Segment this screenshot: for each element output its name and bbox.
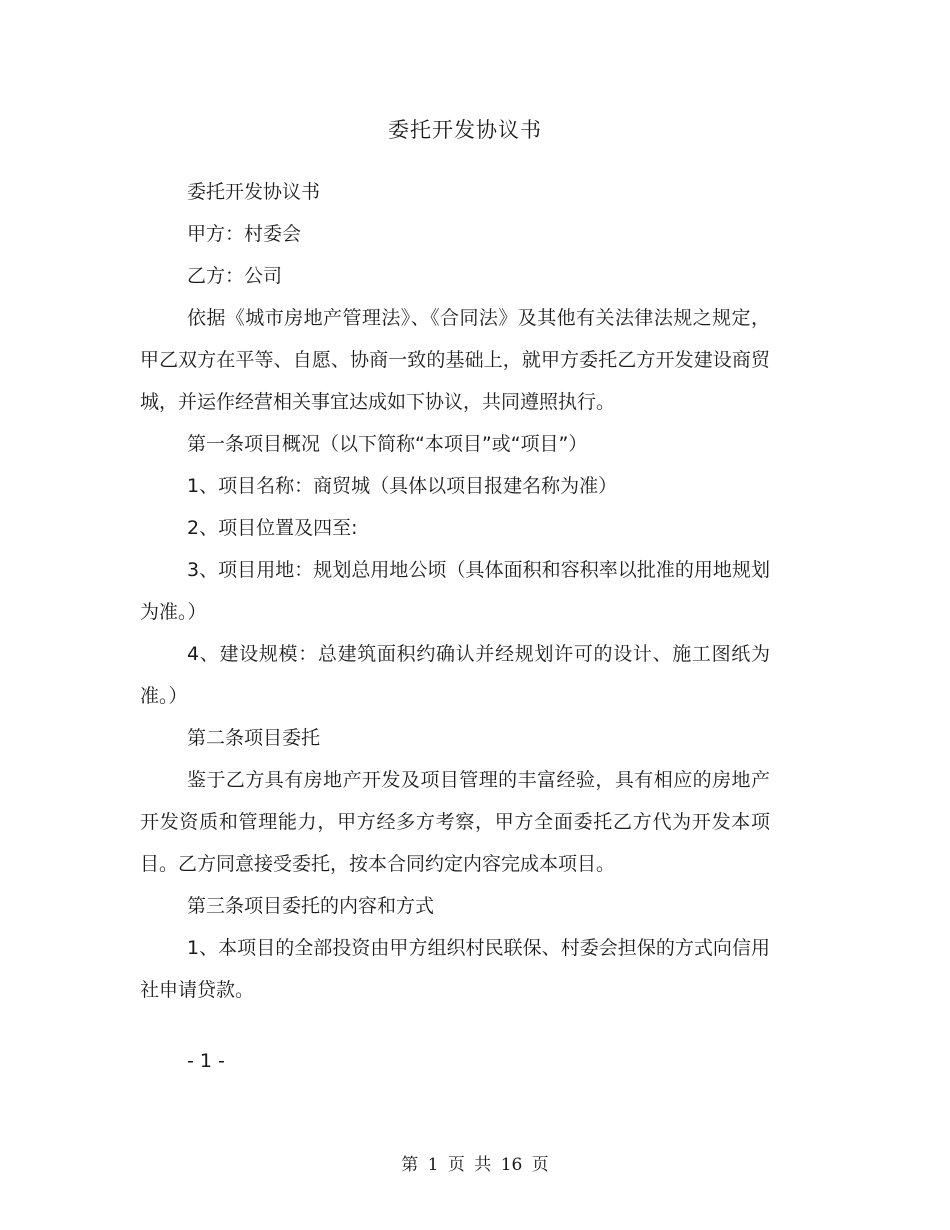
inline-page-number: - 1 - [187, 1050, 225, 1072]
page-footer: 第 1 页 共 16 页 [401, 1155, 549, 1175]
paragraph-party-a: 甲方：村委会 [187, 223, 302, 245]
article-1-item-4: 4、建设规模：总建筑面积约确认并经规划许可的设计、施工图纸为准。） [140, 643, 770, 707]
article-2-body: 鉴于乙方具有房地产开发及项目管理的丰富经验，具有相应的房地产开发资质和管理能力，甲方经多方考察，甲方全面委托乙方代为开发本项目。乙方同意接受委托，按本合同约定内容完成本项目。 [140, 769, 770, 875]
article-3-item-1: 1、本项目的全部投资由甲方组织村民联保、村委会担保的方式向信用社申请贷款。 [140, 937, 770, 1001]
paragraph-preamble: 依据《城市房地产管理法》、《合同法》及其他有关法律法规之规定，甲乙双方在平等、自愿、协商一致的基础上，就甲方委托乙方开发建设商贸城，并运作经营相关事宜达成如下协议，共同遵照执行。 [140, 307, 770, 413]
article-2-heading: 第二条项目委托 [187, 727, 321, 749]
article-1-heading: 第一条项目概况（以下简称“本项目”或“项目”） [187, 433, 588, 455]
article-1-item-3: 3、项目用地：规划总用地公顷（具体面积和容积率以批准的用地规划为准。） [140, 559, 770, 623]
article-1-item-2: 2、项目位置及四至: [187, 517, 358, 539]
paragraph-subtitle: 委托开发协议书 [187, 181, 321, 203]
document-body [140, 171, 770, 1011]
article-3-heading: 第三条项目委托的内容和方式 [187, 895, 435, 917]
paragraph-party-b: 乙方：公司 [187, 265, 283, 287]
document-title: 委托开发协议书 [388, 118, 542, 142]
article-1-item-1: 1、项目名称：商贸城（具体以项目报建名称为准） [187, 475, 618, 497]
